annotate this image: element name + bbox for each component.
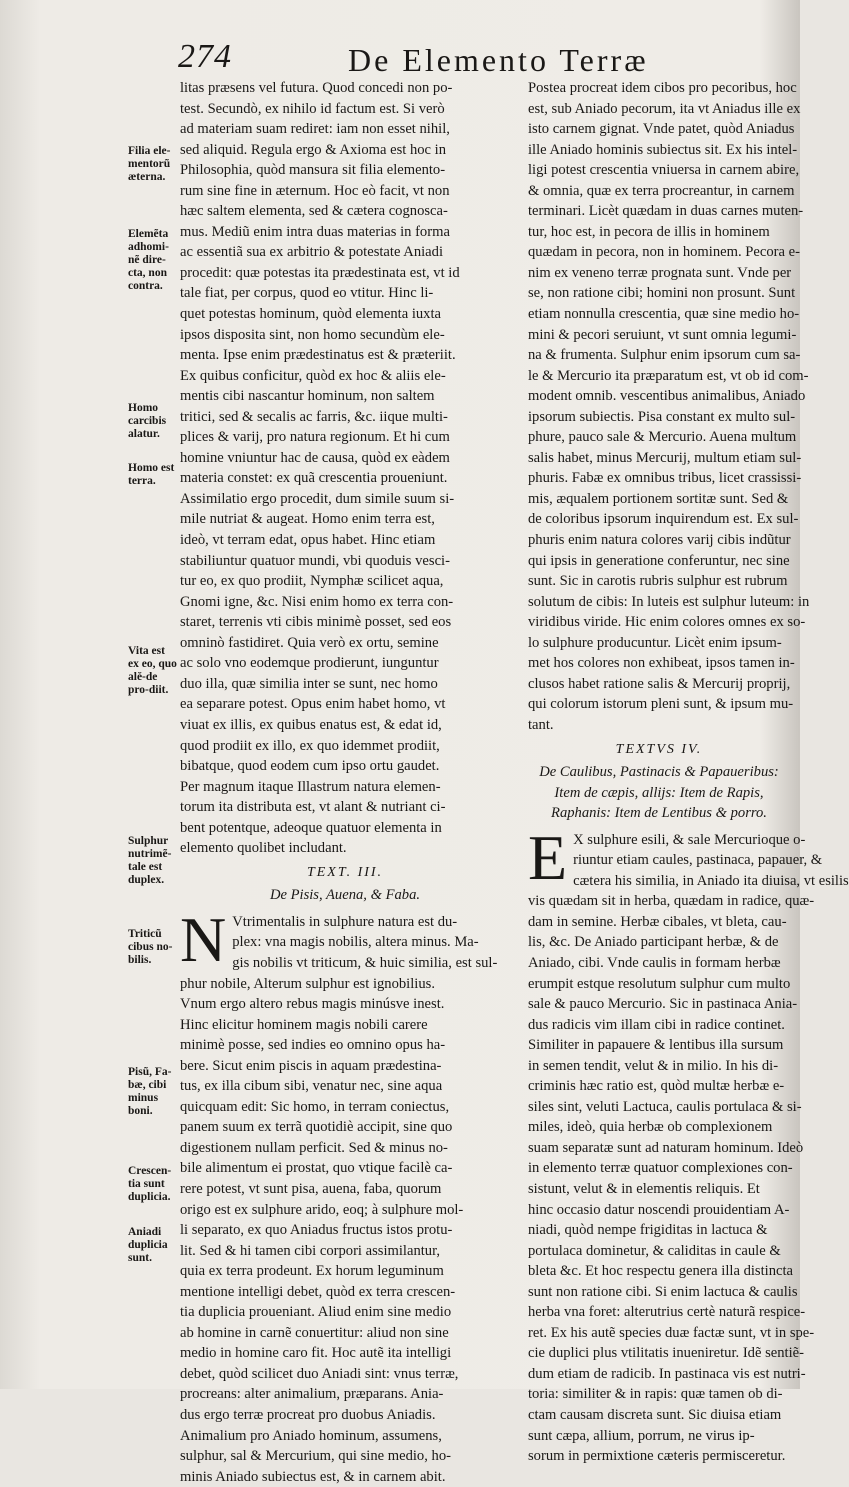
text-line: sorum in permixtione cæteris permisceretur. [528,1448,786,1465]
text-line: mile nutriat & augeat. Homo enim terra est, [180,511,435,528]
section-heading: TEXT. III. [306,864,384,880]
text-line: le & Mercurio ita præparatum est, vt ob id com- [528,367,809,384]
margin-note: Vita est ex eo, quo alĕ-de pro-diit. [128,645,177,696]
margin-note: Triticũ cibus no-bilis. [128,928,173,966]
margin-note: Sulphur nutrimẽ-tale est duplex. [128,835,172,886]
text-line: ctam causam discreta sunt. Sic diuisa etiam [528,1407,782,1423]
text-line: dam in semine. Herbæ cibales, vt bleta, cau- [528,913,787,930]
margin-note: Homo est terra. [128,462,175,487]
text-line: modent omnib. vescentibus animalibus, Aniado [528,388,806,405]
text-line: plices & varij, pro natura regionum. Et hi cum [180,429,450,446]
text-line: Assimilatio ergo procedit, dum simile suum si- [180,490,455,507]
text-line: tur, hoc est, in pecora de illis in hominem [528,223,770,240]
text-line: mus. Mediũ enim intra duas materias in forma [180,223,450,240]
text-line: mentione intelligi debet, quòd ex terra crescen- [180,1283,456,1300]
text-line: Ex quibus conficitur, quòd ex hoc & aliis ele- [180,367,446,384]
section-subtitle: De Caulibus, Pastinacis & Papaueribus: Item de cæpis, allijs: Item de Rapis, Raphanis: Item de Lentibus & porro. [539,764,779,822]
text-line: phure, pauco sale & Mercurio. Auena multum [528,429,797,446]
margin-note: Aniadi duplicia sunt. [128,1226,168,1264]
drop-cap: N [180,903,227,975]
text-line: suam separatæ sunt ad naturam hominum. Ideò [528,1139,804,1156]
text-line: isto carnem gignat. Vnde patet, quòd Aniadus [528,121,795,138]
text-line: dus ergo terræ procreat pro duobus Aniadis. [180,1407,436,1423]
text-line: ille Aniado hominis subiectus sit. Ex his intel- [528,141,798,158]
drop-cap: E [528,821,568,893]
text-line: elemento quolibet includant. [180,840,347,857]
text-line: mentis cibi nascantur hominum, non saltem [180,388,435,405]
text-line: toria: similiter & in rapis: quæ tamen ob di- [528,1386,783,1403]
text-line: qui colorum istorum pleni sunt, & ipsum mu- [528,696,794,713]
page-header [178,38,778,82]
text-line: cie duplici plus vtilitatis inueniretur. Idẽ sentiẽ- [528,1345,804,1362]
text-line: ab homine in carnẽ conuertitur: aliud non sine [180,1324,449,1341]
text-line: ac solo vno eodemque prodierunt, iunguntur [180,655,439,672]
text-line: Per magnum itaque Illastrum natura elemen- [180,778,441,795]
margin-note: Elemẽta adhomi-nẽ dire-cta, non contra. [128,228,169,292]
text-line: Gnomi igne, &c. Nisi enim homo ex terra con- [180,593,454,610]
text-line: phuris. Fabæ ex omnibus tribus, licet crassissi- [528,470,802,487]
text-line: quod prodiit ex illo, ex quo idemmet prodiit, [180,737,440,754]
text-line: phuris enim natura colores varij cibis indũtur [528,532,791,549]
text-line: solutum de cibis: In luteis est sulphur luteum: in [528,593,810,610]
text-line: phur nobile, Alterum sulphur est ignobilius. [180,975,435,992]
text-line: materia constet: ex quã crescentia proueniunt. [180,470,448,487]
text-line: torum ita distributa est, vt alant & nutriant ci- [180,799,446,816]
text-line: origo est ex sulphure arido, eoq; à sulphure mol- [180,1201,464,1218]
text-line: sed aliquid. Regula ergo & Axioma est hoc in [180,141,447,158]
text-line: litas præsens vel futura. Quod concedi non po- [180,80,453,96]
text-line: sulphur, sal & Mercurium, qui sine medio, ho- [180,1448,451,1465]
page-number: 274 [178,38,232,75]
text-line: Aniado, cibi. Vnde caulis in formam herbæ [528,954,781,971]
text-line: duo illa, quæ similia inter se sunt, nec homo [180,675,438,692]
text-line: herba vna foret: alterutrius certè naturã respice- [528,1304,806,1321]
text-line: ret. Ex his autẽ species duæ factæ sunt, vt in spe- [528,1324,815,1341]
text-line: ipsos disposita sint, non homo secundùm ele- [180,326,445,343]
text-line: miles, ideò, quia herbæ ob complexionem [528,1119,773,1136]
text-line: Similiter in papauere & lentibus illa sursum [528,1037,784,1054]
text-line: vis quædam sit in herba, quædam in radice, quæ- [528,893,815,910]
text-line: digestionem nullam perficit. Sed & minus no- [180,1139,448,1156]
text-line: bleta &c. Et hoc respectu genera illa distincta [528,1263,794,1280]
text-line: & omnia, quæ ex terra procreantur, in carnem [528,182,795,199]
text-line: etiam nonnulla crescentia, quæ sine medio ho- [528,306,800,323]
text-line: Vtrimentalis in sulphure natura est du- [232,913,458,930]
margin-note: Pisũ, Fa-bæ, cibi minus boni. [128,1066,172,1117]
text-line: procreans: alter animalium, præparans. Ania- [180,1386,444,1403]
margin-note: Homo carcibis alatur. [128,402,167,440]
text-line: quet potestas hominum, quòd elementa iuxta [180,306,442,323]
text-line: de coloribus ipsorum inquirendum est. Ex sul- [528,511,799,528]
text-line: salis habet, minus Mercurij, multum etiam sul- [528,449,802,466]
text-line: ligi potest crescentia vniuersa in carnem abire, [528,162,800,179]
text-line: Animalium pro Aniado hominum, assumens, [180,1427,442,1444]
running-title: De Elemento Terræ [348,42,649,78]
text-line: erumpit estque resolutum sulphur cum multo [528,975,791,992]
section-heading: TEXTVS IV. [615,741,703,757]
text-line: criminis hæc ratio est, quòd multæ herbæ e- [528,1078,785,1095]
text-line: bibatque, quod eodem cum ipso ortu gaudet. [180,758,440,775]
text-line: minis Aniado subiectus est, & in carnem abit. [180,1468,446,1485]
text-line: tus, ex illa cibum sibi, venatur nec, sine aqua [180,1078,443,1095]
text-line: sunt cæpa, allium, porrum, ne virus ip- [528,1427,755,1444]
text-line: terminari. Licèt quædam in duas carnes muten- [528,203,804,220]
text-line: hinc occasio datur noscendi prouidentiam A- [528,1201,790,1218]
text-line: portulaca dominetur, & caliditas in caule & [528,1242,781,1259]
text-line: nim ex veneno terræ prognata sunt. Vnde per [528,264,792,281]
text-line: mis, æqualem portionem sortitæ sunt. Sed & [528,490,789,507]
text-line: clusos habet ratione salis & Mercurij proprij, [528,675,791,692]
text-line: sale & pauco Mercurio. Sic in pastinaca Ania- [528,996,798,1013]
text-line: sistunt, velut & in elementis reliquis. Et [528,1180,760,1197]
text-line: ad materiam suam rediret: iam non esset nihil, [180,121,450,138]
text-line: tant. [528,716,554,733]
text-line: tia duplicia proueniant. Aliud enim sine medio [180,1304,452,1321]
text-line: Philosophia, quòd mansura sit filia elemento- [180,162,446,179]
text-line: est, sub Aniado pecorum, ita vt Aniadus ille ex [528,100,801,117]
text-line: met hos colores non exhibeat, ipsos tamen in- [528,655,795,672]
text-line: menta. Ipse enim prædestinatus est & præteriit. [180,347,456,364]
text-line: test. Secundò, ex nihilo id factum est. Si verò [180,100,445,117]
text-line: lo sulphure producuntur. Licèt enim ipsum- [528,634,782,651]
text-line: X sulphure esili, & sale Mercurioque o- [573,831,806,848]
text-line: procedit: quæ potestas ita prædestinata est, vt id [180,264,460,281]
text-line: stabiliuntur quatuor mundi, vbi quoduis vesci- [180,552,450,569]
text-line: minimè posse, sed indies eo omnino opus ha- [180,1037,446,1054]
text-line: Postea procreat idem cibos pro pecoribus, hoc [528,80,797,96]
margin-note: Crescen-tia sunt duplicia. [128,1165,172,1203]
text-line: siles sint, veluti Lactuca, caulis portulaca & si- [528,1098,802,1115]
text-line: Vnum ergo altero rebus magis minúsve inest. [180,996,445,1013]
right-text-column [528,78,849,1467]
text-line: in semen tendit, velut & in milio. In his di- [528,1057,779,1074]
text-line: riuntur etiam caules, pastinaca, papauer, & [573,852,823,869]
text-line: staret, terrenis vti cibis minimè posset, sed eos [180,614,452,631]
text-line: ideò, vt terram edat, opus habet. Hinc etiam [180,532,436,549]
text-line: lis, &c. De Aniado participant herbæ, & de [528,934,779,951]
text-line: tale fiat, per corpus, quod eo vtitur. Hinc li- [180,285,434,302]
text-line: debet, quòd scilicet duo Aniadi sint: vnus terræ, [180,1365,459,1382]
text-line: plex: vna magis nobilis, altera minus. Ma- [232,934,479,951]
text-line: dum etiam de radicib. In pastinaca vis est nutri- [528,1365,806,1382]
text-line: viridibus viride. Hic enim colores omnes ex so- [528,614,806,631]
text-line: Hinc elicitur hominem magis nobili carere [180,1016,428,1033]
text-line: panem suum ex terrã quotidiè accipit, sine quo [180,1119,453,1136]
left-text-column [180,78,510,1487]
text-line: qui ipsis in generatione conferuntur, nec sine [528,552,790,569]
text-line: bent potentque, adeoque quatuor elementa in [180,819,442,836]
text-line: sunt non ratione cibi. Si enim lactuca & caulis [528,1283,798,1300]
text-line: lit. Sed & hi tamen cibi corpori assimilantur, [180,1242,441,1259]
text-line: sunt. Sic in carotis rubris sulphur est rubrum [528,573,788,590]
text-line: rum sine fine in æternum. Hoc eò facit, vt non [180,182,450,199]
text-line: rere potest, vt sunt pisa, auena, faba, quorum [180,1180,442,1197]
text-line: quia ex terra prodeunt. Ex horum leguminum [180,1263,444,1280]
text-line: se, non ratione cibi; homini non prosunt. Sunt [528,285,796,302]
text-line: ipsorum subiectis. Pisa constant ex multo sul- [528,408,796,425]
text-line: quædam in pecora, non in hominem. Pecora e- [528,244,800,261]
text-line: mini & pecori seruiunt, vt sunt omnia legumi- [528,326,797,343]
text-line: hæc saltem elementa, sed & cætera cognosca- [180,203,448,220]
text-line: tur eo, ex quo prodiit, Nymphæ scilicet aqua, [180,573,444,590]
text-line: omninò fastidiret. Quia verò ex ortu, semine [180,634,439,651]
text-line: medio in homine caro fit. Hoc autẽ ita intelligi [180,1345,452,1362]
text-line: cætera his similia, in Aniado ita diuisa, vt esilis [573,872,849,889]
text-line: homine vniuntur hac de causa, quòd ex eàdem [180,449,450,466]
text-line: bile alimentum ei prostat, quo vtique facilè ca- [180,1160,453,1177]
text-line: bere. Sicut enim piscis in aquam prædestina- [180,1057,442,1074]
text-line: dus radicis vim illam cibi in radice continet. [528,1016,785,1033]
text-line: tritici, sed & secalis ac farris, &c. iique multi- [180,408,448,425]
section-subtitle: De Pisis, Auena, & Faba. [269,887,421,904]
text-line: li separato, ex quo Aniadus fructus istos protu- [180,1222,453,1239]
text-line: in elemento terræ quatuor complexiones con- [528,1160,793,1177]
text-line: niadi, quòd nempe frigiditas in lactuca & [528,1222,768,1239]
text-line: ac essentiã sua ex arbitrio & potestate Aniadi [180,244,444,261]
text-line: quicquam edit: Sic homo, in terram coniectus, [180,1098,450,1115]
text-line: ea separare potest. Opus enim habet homo, vt [180,696,446,713]
margin-note: Filia ele-mentorũ æterna. [128,145,171,183]
text-line: na & frumenta. Sulphur enim ipsorum cum sa- [528,347,801,364]
text-line: gis nobilis vt triticum, & huic similia, est sul- [232,954,498,971]
text-line: viuat ex illis, ex quibus enatus est, & edat id, [180,716,442,733]
